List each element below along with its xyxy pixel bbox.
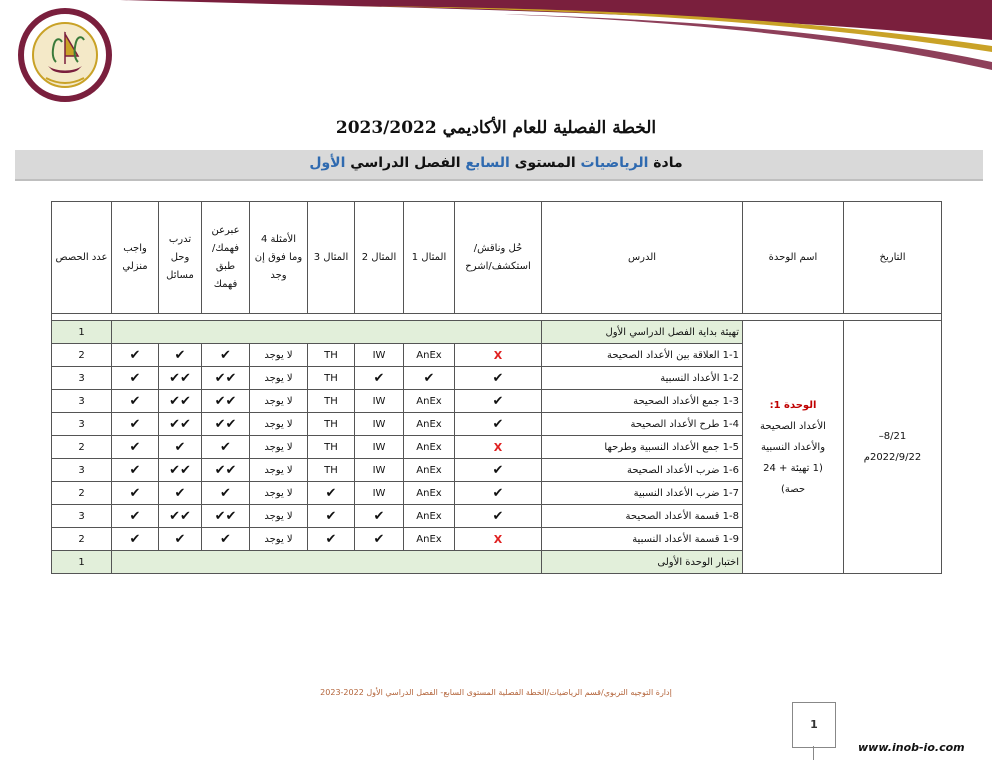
cell-lesson: 1-3 جمع الأعداد الصحيحة xyxy=(542,390,743,413)
cell-ex1: AnEx xyxy=(404,413,455,436)
unit-title: الوحدة 1: xyxy=(769,399,817,411)
cell-ex3: TH xyxy=(308,436,355,459)
cell-ex4: لا يوجد xyxy=(250,528,308,551)
cell-practice: ✔ xyxy=(159,344,202,367)
cell-lesson: 1-2 الأعداد النسبية xyxy=(542,367,743,390)
cell-periods: 2 xyxy=(52,528,112,551)
date-line: 2022/9/22م xyxy=(863,452,922,463)
cell-discuss: X xyxy=(455,436,542,459)
subtitle-semester: الأول xyxy=(309,155,346,171)
cell-ex1: ✔ xyxy=(404,367,455,390)
cell-homework: ✔ xyxy=(112,459,159,482)
cell-homework: ✔ xyxy=(112,482,159,505)
page-number: 1 xyxy=(792,702,836,748)
subtitle-subject: الرياضيات xyxy=(580,155,649,171)
plan-subtitle xyxy=(0,155,992,171)
cell-ex3: ✔ xyxy=(308,528,355,551)
cell-practice: ✔✔ xyxy=(159,367,202,390)
cell-ex1: AnEx xyxy=(404,505,455,528)
cell-practice: ✔ xyxy=(159,528,202,551)
cell-ex3: TH xyxy=(308,459,355,482)
cell-homework: ✔ xyxy=(112,344,159,367)
cell-ex4: لا يوجد xyxy=(250,390,308,413)
col-discuss: حُل وناقش/ استكشف/اشرح xyxy=(455,202,542,314)
cell-periods: 2 xyxy=(52,344,112,367)
col-express: عبرعن فهمك/ طبق فهمك xyxy=(202,202,250,314)
header-banner xyxy=(0,0,992,115)
subtitle-part: المستوى xyxy=(509,155,581,171)
cell-practice: ✔✔ xyxy=(159,413,202,436)
cell-ex4: لا يوجد xyxy=(250,482,308,505)
cell-practice: ✔ xyxy=(159,436,202,459)
subtitle-level: السابع xyxy=(465,155,510,171)
cell-ex2: IW xyxy=(355,390,404,413)
readiness-row xyxy=(52,321,942,344)
unit-line: (1 تهيئة + 24 xyxy=(763,462,823,474)
cell-homework: ✔ xyxy=(112,528,159,551)
cell-express: ✔✔ xyxy=(202,459,250,482)
col-ex3: المثال 3 xyxy=(308,202,355,314)
cell-discuss: ✔ xyxy=(455,413,542,436)
cell-lesson: 1-4 طرح الأعداد الصحيحة xyxy=(542,413,743,436)
cell-ex1: AnEx xyxy=(404,390,455,413)
cell-ex4: لا يوجد xyxy=(250,413,308,436)
cell-ex4: لا يوجد xyxy=(250,505,308,528)
cell-ex1: AnEx xyxy=(404,482,455,505)
plan-table xyxy=(51,201,942,574)
cell-practice: ✔ xyxy=(159,482,202,505)
cell-lesson: 1-5 جمع الأعداد النسبية وطرحها xyxy=(542,436,743,459)
cell-ex3: TH xyxy=(308,367,355,390)
cell-express: ✔✔ xyxy=(202,390,250,413)
cell-periods: 3 xyxy=(52,367,112,390)
cell-ex3: TH xyxy=(308,344,355,367)
cell-periods: 3 xyxy=(52,390,112,413)
col-practice: تدرب وحل مسائل xyxy=(159,202,202,314)
subtitle-part: الفصل الدراسي xyxy=(345,155,466,171)
footer-text: إدارة التوجيه التربوي/قسم الرياضيات/الخطة الفصلية المستوى السابع- الفصل الدراسي الأول 2022-2023 xyxy=(320,688,672,697)
unit-line: الأعداد الصحيحة xyxy=(760,420,826,432)
cell-discuss: ✔ xyxy=(455,390,542,413)
test-blank xyxy=(112,551,542,574)
cell-discuss: ✔ xyxy=(455,459,542,482)
qatar-ministry-logo xyxy=(18,8,112,102)
cell-discuss: ✔ xyxy=(455,367,542,390)
cell-express: ✔✔ xyxy=(202,505,250,528)
cell-periods: 3 xyxy=(52,459,112,482)
cell-express: ✔ xyxy=(202,482,250,505)
cell-ex2: IW xyxy=(355,344,404,367)
cell-express: ✔✔ xyxy=(202,413,250,436)
readiness-lesson: تهيئة بداية الفصل الدراسي الأول xyxy=(542,321,743,344)
readiness-blank xyxy=(112,321,542,344)
cell-practice: ✔✔ xyxy=(159,505,202,528)
cell-homework: ✔ xyxy=(112,436,159,459)
col-periods: عدد الحصص xyxy=(52,202,112,314)
cell-lesson: 1-9 قسمة الأعداد النسبية xyxy=(542,528,743,551)
cell-ex4: لا يوجد xyxy=(250,436,308,459)
cell-ex2: IW xyxy=(355,436,404,459)
cell-express: ✔ xyxy=(202,528,250,551)
cell-practice: ✔✔ xyxy=(159,459,202,482)
unit-line: حصة) xyxy=(780,483,806,495)
cell-ex3: TH xyxy=(308,413,355,436)
col-homework: واجب منزلي xyxy=(112,202,159,314)
col-date: التاريخ xyxy=(844,202,942,314)
page-number-stem xyxy=(813,746,814,760)
cell-ex4: لا يوجد xyxy=(250,344,308,367)
table-header-row xyxy=(52,202,942,314)
cell-homework: ✔ xyxy=(112,390,159,413)
cell-discuss: X xyxy=(455,344,542,367)
cell-homework: ✔ xyxy=(112,505,159,528)
col-ex4: الأمثلة 4 وما فوق إن وجد xyxy=(250,202,308,314)
cell-discuss: X xyxy=(455,528,542,551)
date-line: 8/21– xyxy=(878,431,907,442)
cell-homework: ✔ xyxy=(112,367,159,390)
cell-ex3: TH xyxy=(308,390,355,413)
cell-practice: ✔✔ xyxy=(159,390,202,413)
cell-lesson: 1-6 ضرب الأعداد الصحيحة xyxy=(542,459,743,482)
cell-ex4: لا يوجد xyxy=(250,459,308,482)
site-watermark: www.inob-io.com xyxy=(858,741,965,754)
col-ex1: المثال 1 xyxy=(404,202,455,314)
cell-discuss: ✔ xyxy=(455,505,542,528)
cell-express: ✔ xyxy=(202,344,250,367)
cell-ex1: AnEx xyxy=(404,344,455,367)
cell-ex2: ✔ xyxy=(355,367,404,390)
cell-ex2: ✔ xyxy=(355,505,404,528)
cell-periods: 3 xyxy=(52,413,112,436)
cell-ex1: AnEx xyxy=(404,459,455,482)
cell-ex3: ✔ xyxy=(308,482,355,505)
cell-lesson: 1-7 ضرب الأعداد النسبية xyxy=(542,482,743,505)
cell-ex4: لا يوجد xyxy=(250,367,308,390)
cell-periods: 3 xyxy=(52,505,112,528)
date-cell xyxy=(844,321,942,574)
cell-ex2: IW xyxy=(355,459,404,482)
unit-line: والأعداد النسبية xyxy=(760,441,826,453)
col-ex2: المثال 2 xyxy=(355,202,404,314)
plan-title: الخطة الفصلية للعام الأكاديمي 2023/2022 xyxy=(335,118,657,138)
unit-cell xyxy=(743,321,844,574)
col-lesson: الدرس xyxy=(542,202,743,314)
cell-ex3: ✔ xyxy=(308,505,355,528)
cell-lesson: 1-1 العلاقة بين الأعداد الصحيحة xyxy=(542,344,743,367)
cell-express: ✔ xyxy=(202,436,250,459)
test-periods: 1 xyxy=(52,551,112,574)
cell-ex2: ✔ xyxy=(355,528,404,551)
subtitle-part: مادة xyxy=(648,155,683,171)
cell-periods: 2 xyxy=(52,436,112,459)
cell-discuss: ✔ xyxy=(455,482,542,505)
readiness-periods: 1 xyxy=(52,321,112,344)
col-unit: اسم الوحدة xyxy=(743,202,844,314)
cell-express: ✔✔ xyxy=(202,367,250,390)
cell-ex2: IW xyxy=(355,482,404,505)
cell-homework: ✔ xyxy=(112,413,159,436)
cell-ex1: AnEx xyxy=(404,436,455,459)
header-gap xyxy=(52,314,942,321)
cell-periods: 2 xyxy=(52,482,112,505)
cell-ex2: IW xyxy=(355,413,404,436)
cell-ex1: AnEx xyxy=(404,528,455,551)
cell-lesson: 1-8 قسمة الأعداد الصحيحة xyxy=(542,505,743,528)
test-lesson: اختبار الوحدة الأولى xyxy=(542,551,743,574)
